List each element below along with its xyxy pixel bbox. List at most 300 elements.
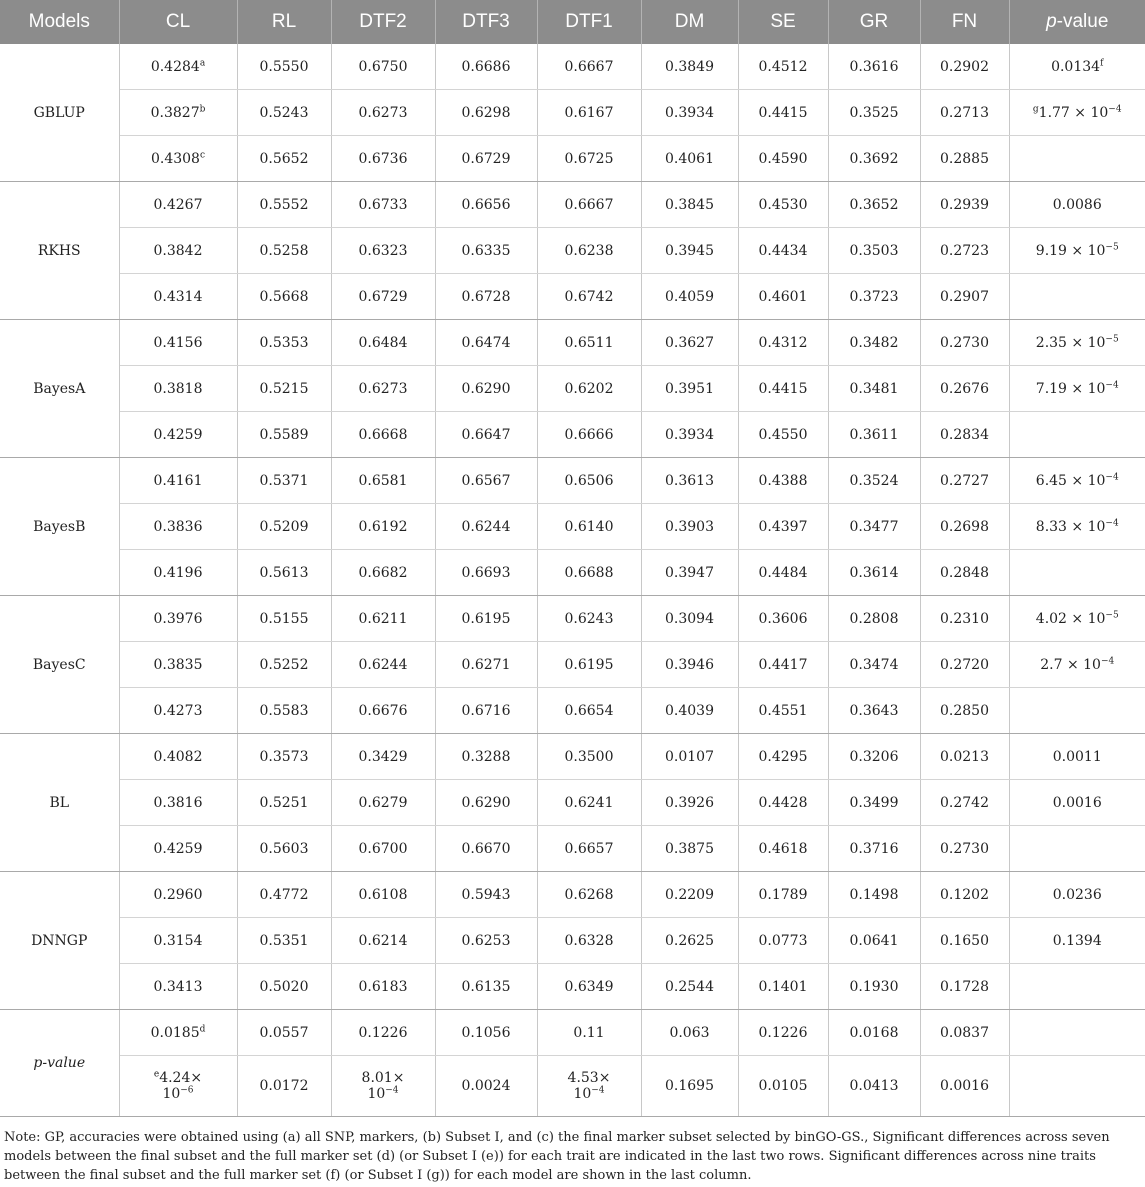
cell-value: 0.4772 <box>259 886 309 903</box>
accuracy-cell <box>237 734 331 780</box>
cell-value: 0.6729 <box>461 150 511 167</box>
accuracy-cell <box>920 504 1009 550</box>
accuracy-cell <box>641 366 738 412</box>
accuracy-cell <box>738 182 828 228</box>
column-header <box>435 0 537 44</box>
p-value-cell <box>1009 366 1145 412</box>
cell-value: 0.4284 <box>150 58 200 75</box>
cell-value: 0.6729 <box>358 288 408 305</box>
model-name: BayesB <box>0 458 119 596</box>
cell-value: 0.6244 <box>461 518 511 535</box>
p-value: 0.0134 <box>1051 58 1101 75</box>
accuracy-cell <box>537 688 641 734</box>
cell-value: 0.6241 <box>564 794 614 811</box>
cell-value: 0.3652 <box>849 196 899 213</box>
p-value-cell <box>1009 320 1145 366</box>
cell-value: 0.4267 <box>153 196 203 213</box>
accuracy-cell <box>119 182 237 228</box>
cell-value: 0.3934 <box>665 104 714 121</box>
cell-value: 0.4415 <box>758 380 808 397</box>
cell-value: 0.4314 <box>153 288 203 305</box>
accuracy-cell <box>537 734 641 780</box>
cell-value: 0.1401 <box>758 978 808 995</box>
cell-value: 0.6290 <box>461 380 511 397</box>
column-header-label: RL <box>271 11 297 32</box>
footnote-mark: c <box>199 149 206 160</box>
table-row <box>0 826 1145 872</box>
cell-value: 0.0641 <box>849 932 899 949</box>
cell-value: 0.3903 <box>665 518 714 535</box>
cell-value: 0.6716 <box>461 702 511 719</box>
cell-value: 0.3524 <box>849 472 899 489</box>
accuracy-cell <box>331 504 435 550</box>
trait-pvalue-cell <box>237 1010 331 1056</box>
cell-value: 0.6667 <box>564 196 614 213</box>
pvalue-row <box>0 1056 1145 1117</box>
cell-value: 0.4061 <box>665 150 714 167</box>
accuracy-cell <box>641 872 738 918</box>
accuracy-cell <box>237 412 331 458</box>
cell-value: 0.0172 <box>259 1078 309 1094</box>
accuracy-cell <box>237 780 331 826</box>
accuracy-cell <box>537 136 641 182</box>
cell-value: 0.6140 <box>564 518 614 535</box>
accuracy-cell <box>828 136 920 182</box>
cell-value: 0.1226 <box>358 1024 408 1041</box>
trait-pvalue-cell <box>237 1056 331 1117</box>
accuracy-cell <box>331 688 435 734</box>
accuracy-cell <box>331 596 435 642</box>
accuracy-cell <box>435 274 537 320</box>
cell-value: 0.4417 <box>758 656 808 673</box>
accuracy-cell <box>237 550 331 596</box>
exponent: −5 <box>1105 609 1119 620</box>
cell-value: 0.4312 <box>758 334 808 351</box>
cell-value: 0.4059 <box>665 288 714 305</box>
cell-value: 0.6167 <box>564 104 614 121</box>
accuracy-cell <box>641 964 738 1010</box>
accuracy-cell <box>828 458 920 504</box>
cell-value: 0.3499 <box>849 794 899 811</box>
accuracy-cell <box>920 550 1009 596</box>
accuracy-cell <box>738 964 828 1010</box>
p-value: 7.19 × 10 <box>1035 380 1106 397</box>
cell-value: 0.5251 <box>259 794 309 811</box>
column-header-label: GR <box>859 11 889 32</box>
cell-value: 0.2720 <box>940 656 989 673</box>
accuracy-cell <box>119 734 237 780</box>
column-header <box>331 0 435 44</box>
column-header <box>119 0 237 44</box>
accuracy-cell <box>920 872 1009 918</box>
accuracy-cell <box>119 550 237 596</box>
cell-value: 0.0557 <box>259 1024 309 1041</box>
accuracy-cell <box>119 228 237 274</box>
cell-value: 0.3606 <box>758 610 808 627</box>
cell-value: 0.6667 <box>564 58 614 75</box>
column-header-label: DM <box>674 11 705 32</box>
cell-value: 0.3818 <box>153 380 203 397</box>
trait-pvalue-cell <box>435 1056 537 1117</box>
cell-value: 0.6750 <box>358 58 408 75</box>
table-row <box>0 596 1145 642</box>
cell-value: 0.0213 <box>940 748 989 765</box>
cell-value: 0.4388 <box>758 472 808 489</box>
table-row <box>0 642 1145 688</box>
accuracy-cell <box>828 90 920 136</box>
cell-value: 0.5351 <box>259 932 309 949</box>
accuracy-cell <box>435 872 537 918</box>
accuracy-cell <box>920 780 1009 826</box>
cell-value: 0.3154 <box>153 932 203 949</box>
cell-value: 0.3413 <box>153 978 203 995</box>
cell-value: 0.1930 <box>849 978 899 995</box>
cell-value: 0.6700 <box>358 840 408 857</box>
column-header-label: Models <box>28 11 90 32</box>
cell-value: 0.3613 <box>665 472 714 489</box>
accuracy-cell <box>435 320 537 366</box>
cell-value: 0.3525 <box>849 104 899 121</box>
accuracy-cell <box>641 688 738 734</box>
cell-value: 0.6511 <box>564 334 614 351</box>
cell-value: 0.5552 <box>259 196 309 213</box>
cell-value: 0.4082 <box>153 748 203 765</box>
cell-value: 0.6108 <box>358 886 408 903</box>
cell-value: 0.6670 <box>461 840 511 857</box>
cell-value: 0.2960 <box>153 886 203 903</box>
cell-value: 0.6349 <box>564 978 614 995</box>
p-value-cell <box>1009 412 1145 458</box>
accuracy-cell <box>331 44 435 90</box>
cell-value: 0.11 <box>573 1024 605 1041</box>
cell-value: 0.6273 <box>358 104 408 121</box>
accuracy-cell <box>537 964 641 1010</box>
cell-value: 0.3643 <box>849 702 899 719</box>
exponent: −4 <box>1108 103 1122 114</box>
accuracy-cell <box>920 596 1009 642</box>
accuracy-cell <box>331 826 435 872</box>
cell-value: 0.5603 <box>259 840 309 857</box>
cell-value: 0.3836 <box>153 518 203 535</box>
accuracy-cell <box>237 504 331 550</box>
model-name: RKHS <box>0 182 119 320</box>
cell-value: 0.4039 <box>665 702 714 719</box>
accuracy-cell <box>237 688 331 734</box>
accuracy-cell <box>537 596 641 642</box>
accuracy-cell <box>920 44 1009 90</box>
p-value: 9.19 × 10 <box>1035 242 1106 259</box>
accuracy-cell <box>828 642 920 688</box>
cell-value: 0.5353 <box>259 334 309 351</box>
cell-value: 0.3827 <box>150 104 200 121</box>
cell-value: 0.6214 <box>358 932 408 949</box>
accuracy-cell <box>537 44 641 90</box>
cell-value: 0.4397 <box>758 518 808 535</box>
cell-value: 0.2625 <box>665 932 714 949</box>
accuracy-cell <box>537 458 641 504</box>
cell-value: 0.6183 <box>358 978 408 995</box>
accuracy-cell <box>641 412 738 458</box>
column-header-label: CL <box>165 11 191 32</box>
trait-pvalue-cell <box>920 1010 1009 1056</box>
accuracy-cell <box>331 136 435 182</box>
cell-value: 0.3500 <box>564 748 614 765</box>
accuracy-cell <box>641 228 738 274</box>
accuracy-cell <box>537 872 641 918</box>
table-row <box>0 136 1145 182</box>
cell-value: 0.2907 <box>940 288 989 305</box>
accuracy-cell <box>331 320 435 366</box>
cell-value: 8.01× <box>361 1070 405 1086</box>
accuracy-cell <box>828 504 920 550</box>
accuracy-cell <box>537 320 641 366</box>
table-row <box>0 918 1145 964</box>
table-row <box>0 458 1145 504</box>
cell-value: 0.2676 <box>940 380 989 397</box>
accuracy-cell <box>828 412 920 458</box>
accuracy-cell <box>920 228 1009 274</box>
accuracy-cell <box>435 642 537 688</box>
cell-value: 0.6238 <box>564 242 614 259</box>
p-value-cell <box>1009 90 1145 136</box>
accuracy-cell <box>641 458 738 504</box>
cell-value: 0.4156 <box>153 334 203 351</box>
accuracy-cell <box>331 872 435 918</box>
table-row <box>0 228 1145 274</box>
cell-value: 0.6656 <box>461 196 511 213</box>
accuracy-cell <box>738 228 828 274</box>
footnote-mark: d <box>199 1023 206 1034</box>
accuracy-cell <box>738 90 828 136</box>
cell-value: 0.6244 <box>358 656 408 673</box>
cell-value: 0.3934 <box>665 426 714 443</box>
accuracy-cell <box>920 182 1009 228</box>
accuracy-cell <box>237 826 331 872</box>
trait-pvalue-cell <box>331 1010 435 1056</box>
cell-value: 0.2544 <box>665 978 714 995</box>
exponent-base: 10 <box>162 1086 181 1102</box>
accuracy-cell <box>828 366 920 412</box>
exponent: −5 <box>1105 241 1119 252</box>
footnote-mark: g <box>1032 103 1039 114</box>
cell-value: 0.2742 <box>940 794 989 811</box>
p-value: 4.02 × 10 <box>1035 610 1106 627</box>
cell-value: 0.3616 <box>849 58 899 75</box>
accuracy-cell <box>331 458 435 504</box>
cell-value: 0.5943 <box>461 886 511 903</box>
accuracy-cell <box>920 320 1009 366</box>
accuracy-cell <box>738 136 828 182</box>
cell-value: 0.3474 <box>849 656 899 673</box>
model-name: DNNGP <box>0 872 119 1010</box>
accuracy-cell <box>435 90 537 136</box>
accuracy-cell <box>331 182 435 228</box>
accuracy-cell <box>331 274 435 320</box>
cell-value: 0.5020 <box>259 978 309 995</box>
cell-value: 0.1056 <box>461 1024 511 1041</box>
accuracy-cell <box>537 642 641 688</box>
exponent: −4 <box>1105 379 1119 390</box>
p-value-cell <box>1009 964 1145 1010</box>
cell-value: 0.1226 <box>758 1024 808 1041</box>
p-value: 2.7 × 10 <box>1040 656 1101 673</box>
cell-value: 0.3723 <box>849 288 899 305</box>
cell-value: 0.3835 <box>153 656 203 673</box>
cell-value: 0.2730 <box>940 334 989 351</box>
accuracy-cell <box>920 734 1009 780</box>
cell-value: 4.53× <box>567 1070 611 1086</box>
cell-value: 0.3951 <box>665 380 714 397</box>
accuracy-cell <box>828 688 920 734</box>
cell-value: 0.0016 <box>940 1078 989 1094</box>
cell-value: 4.24× <box>159 1070 203 1086</box>
accuracy-cell <box>237 90 331 136</box>
cell-value: 0.3849 <box>665 58 714 75</box>
cell-value: 0.4618 <box>758 840 808 857</box>
cell-value: 0.6682 <box>358 564 408 581</box>
cell-value: 0.4415 <box>758 104 808 121</box>
p-value-cell <box>1009 688 1145 734</box>
table-row <box>0 780 1145 826</box>
footnote-mark: e <box>153 1069 160 1080</box>
trait-pvalue-cell <box>641 1056 738 1117</box>
cell-value: 0.5209 <box>259 518 309 535</box>
cell-value: 0.6666 <box>564 426 614 443</box>
cell-value: 0.3716 <box>849 840 899 857</box>
cell-value: 0.6686 <box>461 58 511 75</box>
accuracy-cell <box>119 136 237 182</box>
cell-value: 0.3614 <box>849 564 899 581</box>
accuracy-cell <box>119 918 237 964</box>
accuracy-cell <box>738 412 828 458</box>
accuracy-cell <box>331 412 435 458</box>
accuracy-cell <box>435 596 537 642</box>
cell-value: 0.6484 <box>358 334 408 351</box>
column-header <box>237 0 331 44</box>
accuracy-cell <box>331 964 435 1010</box>
accuracy-cell <box>828 964 920 1010</box>
cell-value: 0.6195 <box>564 656 614 673</box>
accuracy-cell <box>537 274 641 320</box>
accuracy-cell <box>537 182 641 228</box>
accuracy-cell <box>828 918 920 964</box>
cell-value: 0.3429 <box>358 748 408 765</box>
table-row <box>0 366 1145 412</box>
accuracy-cell <box>237 596 331 642</box>
p-value-cell <box>1009 44 1145 90</box>
accuracy-cell <box>920 412 1009 458</box>
cell-value: 0.4484 <box>758 564 808 581</box>
accuracy-cell <box>537 918 641 964</box>
accuracy-cell <box>641 504 738 550</box>
cell-value: 0.0105 <box>758 1078 808 1094</box>
accuracy-cell <box>435 504 537 550</box>
column-header-label: DTF3 <box>462 11 510 32</box>
accuracy-cell <box>119 826 237 872</box>
accuracy-cell <box>237 182 331 228</box>
accuracy-cell <box>331 642 435 688</box>
model-name: BL <box>0 734 119 872</box>
accuracy-cell <box>119 872 237 918</box>
p-value: 8.33 × 10 <box>1035 518 1106 535</box>
cell-value: 0.4428 <box>758 794 808 811</box>
column-header-label: SE <box>770 11 796 32</box>
accuracy-cell <box>119 688 237 734</box>
accuracy-cell <box>237 274 331 320</box>
cell-value: 0.2885 <box>940 150 989 167</box>
cell-value: 0.6733 <box>358 196 408 213</box>
accuracy-cell <box>435 44 537 90</box>
accuracy-cell <box>331 734 435 780</box>
p-value-cell <box>1009 228 1145 274</box>
cell-value: 0.3946 <box>665 656 714 673</box>
accuracy-cell <box>119 458 237 504</box>
cell-value: 0.4512 <box>758 58 808 75</box>
accuracy-cell <box>537 826 641 872</box>
cell-value: 0.2848 <box>940 564 989 581</box>
cell-value: 0.3573 <box>259 748 309 765</box>
cell-value: 0.6474 <box>461 334 511 351</box>
cell-value: 0.1650 <box>940 932 989 949</box>
p-value: 1.77 × 10 <box>1038 104 1109 121</box>
accuracy-cell <box>920 918 1009 964</box>
cell-value: 0.3945 <box>665 242 714 259</box>
model-name: GBLUP <box>0 44 119 182</box>
cell-value: 0.5258 <box>259 242 309 259</box>
accuracy-cell <box>641 734 738 780</box>
p-value-cell <box>1009 872 1145 918</box>
trait-pvalue-cell <box>738 1010 828 1056</box>
p-value-cell <box>1009 550 1145 596</box>
exponent-base: 10 <box>367 1086 386 1102</box>
accuracy-cell <box>119 504 237 550</box>
cell-value: 0.5668 <box>259 288 309 305</box>
cell-value: 0.2850 <box>940 702 989 719</box>
cell-value: 0.4259 <box>153 426 203 443</box>
accuracy-cell <box>119 780 237 826</box>
cell-value: 0.3477 <box>849 518 899 535</box>
accuracy-cell <box>828 826 920 872</box>
empty-cell <box>1009 1010 1145 1056</box>
accuracy-cell <box>738 688 828 734</box>
cell-value: 0.3094 <box>665 610 714 627</box>
cell-value: 0.6657 <box>564 840 614 857</box>
footnote-mark: a <box>199 57 206 68</box>
cell-value: 0.6676 <box>358 702 408 719</box>
cell-value: 0.6323 <box>358 242 408 259</box>
cell-value: 0.6268 <box>564 886 614 903</box>
cell-value: 0.6279 <box>358 794 408 811</box>
accuracy-cell <box>435 228 537 274</box>
table-row <box>0 550 1145 596</box>
column-header-label: FN <box>951 11 978 32</box>
accuracy-cell <box>828 780 920 826</box>
table-row <box>0 734 1145 780</box>
accuracy-cell <box>828 274 920 320</box>
accuracy-cell <box>641 918 738 964</box>
cell-value: 0.6335 <box>461 242 511 259</box>
model-name: BayesA <box>0 320 119 458</box>
accuracy-cell <box>738 780 828 826</box>
accuracy-cell <box>119 596 237 642</box>
p-value: 0.1394 <box>1052 932 1102 949</box>
p-value-cell <box>1009 734 1145 780</box>
cell-value: 0.6581 <box>358 472 408 489</box>
p-value-cell <box>1009 274 1145 320</box>
accuracy-cell <box>641 136 738 182</box>
accuracy-cell <box>828 320 920 366</box>
trait-pvalue-cell <box>920 1056 1009 1117</box>
